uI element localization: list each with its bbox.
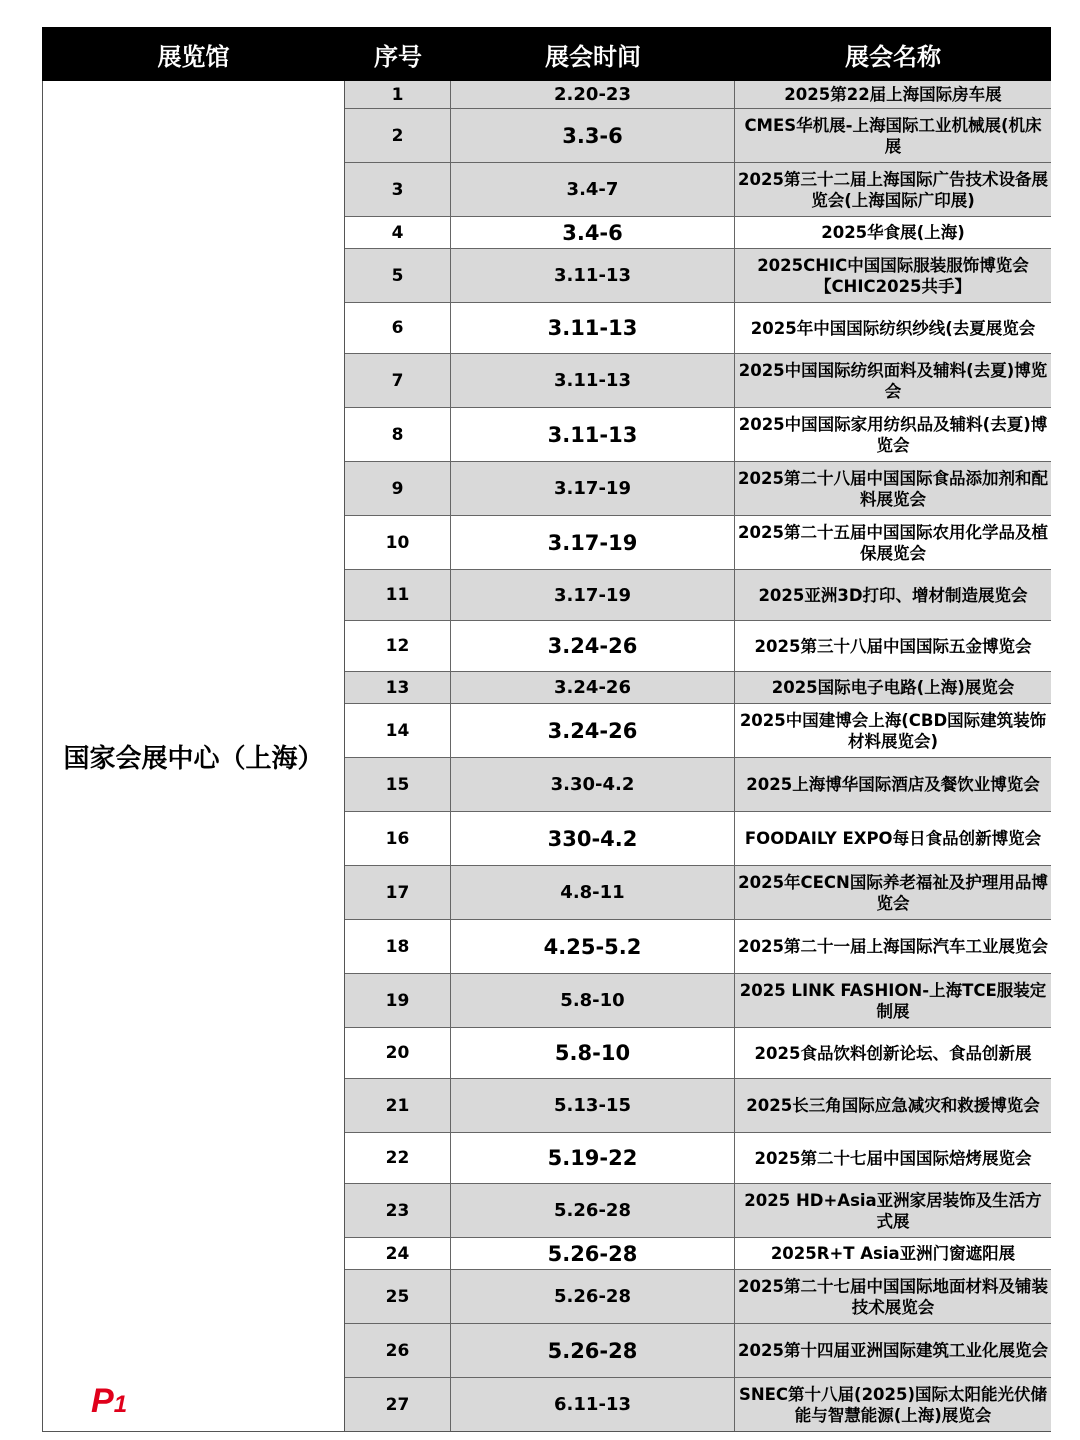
row-date: 3.24-26: [451, 672, 735, 703]
row-number: 18: [345, 920, 451, 973]
row-date: 3.17-19: [451, 516, 735, 569]
row-date: 3.24-26: [451, 704, 735, 757]
row-number: 10: [345, 516, 451, 569]
rows-container: [345, 81, 1051, 1431]
table-row: [345, 1027, 1051, 1078]
page-mark: [91, 1382, 127, 1421]
row-number: 12: [345, 621, 451, 671]
row-exhibition-name: CMES华机展-上海国际工业机械展(机床展: [744, 115, 1042, 156]
page-mark-number: 1: [113, 1391, 128, 1418]
row-number: 3: [345, 163, 451, 216]
row-date: 3.11-13: [451, 249, 735, 302]
row-date: 5.26-28: [451, 1270, 735, 1323]
row-number: 13: [345, 672, 451, 703]
row-exhibition-name: 2025第三十二届上海国际广告技术设备展览会(上海国际广印展): [738, 169, 1048, 210]
table-row: [345, 302, 1051, 353]
row-date: 3.17-19: [451, 462, 735, 515]
row-exhibition-name: 2025中国国际纺织面料及辅料(去夏)博览会: [738, 360, 1048, 401]
row-number: 23: [345, 1184, 451, 1237]
row-date: 3.17-19: [451, 570, 735, 620]
table-header: [42, 27, 1051, 81]
row-date: 3.3-6: [451, 109, 735, 162]
table-row: [345, 108, 1051, 162]
venue-cell: [43, 81, 345, 1431]
row-date: 5.26-28: [451, 1238, 735, 1269]
table-row: [345, 703, 1051, 757]
row-date: 4.8-11: [451, 866, 735, 919]
table-row: [345, 461, 1051, 515]
row-number: 2: [345, 109, 451, 162]
row-exhibition-name: 2025年CECN国际养老福祉及护理用品博览会: [738, 872, 1048, 913]
row-number: 19: [345, 974, 451, 1027]
row-exhibition-name: 2025食品饮料创新论坛、食品创新展: [754, 1043, 1032, 1063]
table-row: [345, 162, 1051, 216]
table-row: [345, 865, 1051, 919]
row-exhibition-name: 2025华食展(上海): [821, 223, 965, 242]
row-exhibition-name: 2025第二十七届中国国际地面材料及铺装技术展览会: [738, 1276, 1048, 1317]
row-exhibition-name: 2025第22届上海国际房车展: [784, 85, 1002, 104]
row-exhibition-name: SNEC第十八届(2025)国际太阳能光伏储能与智慧能源(上海)展览会: [738, 1384, 1048, 1425]
row-date: 3.24-26: [451, 621, 735, 671]
row-number: 24: [345, 1238, 451, 1269]
page-mark-letter: P: [91, 1382, 114, 1420]
row-date: 2.20-23: [451, 81, 735, 108]
table-row: [345, 1269, 1051, 1323]
table-body: [42, 81, 1051, 1432]
row-date: 3.4-7: [451, 163, 735, 216]
row-date: 3.4-6: [451, 217, 735, 248]
row-exhibition-name: 2025CHIC中国国际服装服饰博览会【CHIC2025共手】: [757, 255, 1029, 296]
row-number: 5: [345, 249, 451, 302]
row-exhibition-name: 2025第十四届亚洲国际建筑工业化展览会: [738, 1341, 1048, 1360]
row-number: 22: [345, 1133, 451, 1183]
row-exhibition-name: 2025第二十五届中国国际农用化学品及植保展览会: [738, 522, 1048, 563]
row-date: 5.8-10: [451, 1028, 735, 1078]
table-row: [345, 1237, 1051, 1269]
row-exhibition-name: 2025第二十七届中国国际焙烤展览会: [754, 1148, 1032, 1168]
header-exhibition-name: 展会名称: [845, 42, 941, 71]
row-date: 5.13-15: [451, 1079, 735, 1132]
row-number: 6: [345, 303, 451, 353]
table-row: [345, 1132, 1051, 1183]
row-number: 16: [345, 812, 451, 865]
table-row: [345, 1078, 1051, 1132]
row-number: 26: [345, 1324, 451, 1377]
row-number: 27: [345, 1378, 451, 1431]
row-date: 3.30-4.2: [451, 758, 735, 811]
table-row: [345, 81, 1051, 108]
table-row: [345, 973, 1051, 1027]
row-number: 20: [345, 1028, 451, 1078]
row-number: 21: [345, 1079, 451, 1132]
row-date: 5.19-22: [451, 1133, 735, 1183]
table-row: [345, 811, 1051, 865]
table-row: [345, 1323, 1051, 1377]
row-exhibition-name: 2025国际电子电路(上海)展览会: [771, 678, 1015, 697]
row-exhibition-name: 2025 LINK FASHION-上海TCE服装定制展: [739, 980, 1047, 1021]
row-number: 25: [345, 1270, 451, 1323]
exhibition-table: [42, 27, 1051, 1432]
row-exhibition-name: 2025亚洲3D打印、增材制造展览会: [758, 585, 1028, 605]
table-row: [345, 569, 1051, 620]
row-number: 1: [345, 81, 451, 108]
row-date: 3.11-13: [451, 354, 735, 407]
row-date: 5.26-28: [451, 1324, 735, 1377]
row-exhibition-name: 2025上海博华国际酒店及餐饮业博览会: [746, 775, 1040, 794]
table-row: [345, 620, 1051, 671]
row-exhibition-name: 2025中国国际家用纺织品及辅料(去夏)博览会: [738, 414, 1048, 455]
row-number: 9: [345, 462, 451, 515]
row-exhibition-name: FOODAILY EXPO每日食品创新博览会: [744, 829, 1042, 848]
row-exhibition-name: 2025第二十一届上海国际汽车工业展览会: [738, 937, 1048, 956]
header-venue: 展览馆: [157, 42, 230, 71]
row-date: 4.25-5.2: [451, 920, 735, 973]
row-number: 14: [345, 704, 451, 757]
table-row: [345, 248, 1051, 302]
venue-name: 国家会展中心（上海）: [63, 743, 324, 774]
row-number: 11: [345, 570, 451, 620]
table-row: [345, 216, 1051, 248]
header-number: 序号: [374, 42, 422, 71]
table-row: [345, 515, 1051, 569]
row-exhibition-name: 2025年中国国际纺织纱线(去夏展览会: [750, 318, 1036, 338]
table-row: [345, 1377, 1051, 1431]
row-exhibition-name: 2025第二十八届中国国际食品添加剂和配料展览会: [738, 468, 1048, 509]
row-date: 5.8-10: [451, 974, 735, 1027]
row-date: 330-4.2: [451, 812, 735, 865]
row-exhibition-name: 2025 HD+Asia亚洲家居装饰及生活方式展: [744, 1190, 1042, 1231]
table-row: [345, 919, 1051, 973]
row-date: 3.11-13: [451, 303, 735, 353]
table-row: [345, 353, 1051, 407]
table-row: [345, 407, 1051, 461]
row-number: 8: [345, 408, 451, 461]
row-date: 3.11-13: [451, 408, 735, 461]
row-exhibition-name: 2025第三十八届中国国际五金博览会: [754, 636, 1032, 656]
table-row: [345, 1183, 1051, 1237]
table-row: [345, 757, 1051, 811]
row-exhibition-name: 2025R+T Asia亚洲门窗遮阳展: [770, 1244, 1016, 1263]
row-date: 5.26-28: [451, 1184, 735, 1237]
row-number: 7: [345, 354, 451, 407]
table-row: [345, 671, 1051, 703]
row-number: 4: [345, 217, 451, 248]
row-date: 6.11-13: [451, 1378, 735, 1431]
row-number: 15: [345, 758, 451, 811]
header-date: 展会时间: [545, 42, 641, 71]
row-exhibition-name: 2025长三角国际应急减灾和救援博览会: [746, 1096, 1040, 1115]
row-exhibition-name: 2025中国建博会上海(CBD国际建筑装饰材料展览会): [739, 710, 1047, 751]
row-number: 17: [345, 866, 451, 919]
